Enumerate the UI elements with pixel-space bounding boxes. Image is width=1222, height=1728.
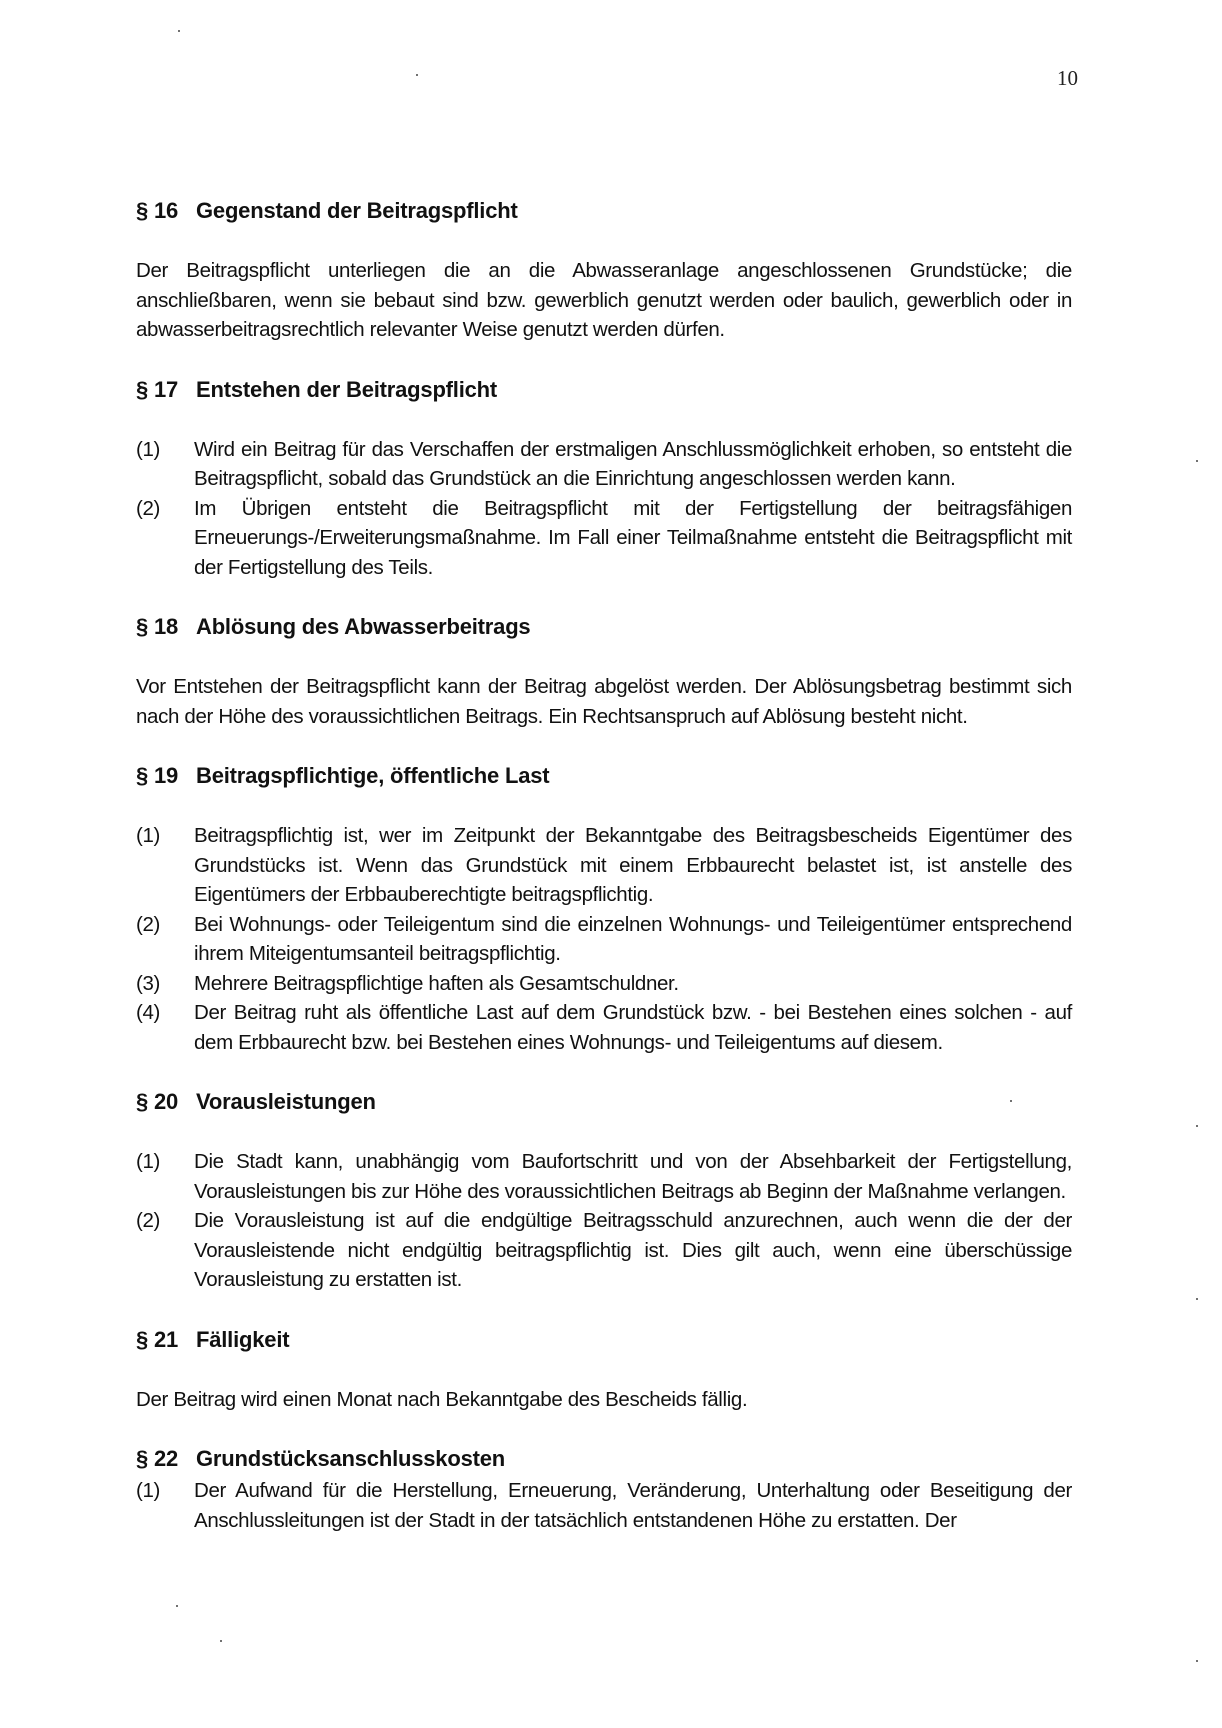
section-paragraph: Vor Entstehen der Beitragspflicht kann der Beitrag abgelöst werden. Der Ablösungsbetrag bestimmt sich nach der Höhe des voraussichtlichen Beitrags. Ein Rechtsanspruch auf Ablösung besteht nicht. — [136, 675, 1072, 728]
list-item — [136, 1476, 1072, 1535]
section-paragraph: Der Beitragspflicht unterliegen die an die Abwasseranlage angeschlossenen Grundstücke; die anschließbaren, wenn sie bebaut sind bzw. gewerblich genutzt werden oder baulich, gewerblich oder in abwasserbeitragsrechtlich relevanter Weise genutzt werden dürfen. — [136, 259, 1072, 341]
section-18 — [136, 612, 1072, 731]
section-heading — [136, 1325, 1072, 1355]
scan-speck — [176, 1605, 178, 1607]
item-number: (1) — [136, 1479, 161, 1502]
section-number: § 19 — [136, 763, 179, 788]
section-number: § 16 — [136, 198, 179, 223]
item-number: (2) — [136, 1209, 161, 1232]
item-text: Der Beitrag ruht als öffentliche Last auf dem Grundstück bzw. - bei Bestehen eines solchen - auf dem Erbbaurecht bzw. bei Bestehen eines Wohnungs- und Teileigentums auf diesem. — [194, 1001, 1072, 1054]
section-22 — [136, 1444, 1072, 1535]
list-item — [136, 1147, 1072, 1206]
item-number: (1) — [136, 824, 161, 847]
scan-speck — [1196, 1125, 1198, 1127]
section-heading — [136, 196, 1072, 226]
list-item — [136, 494, 1072, 583]
page-number: 10 — [1057, 66, 1078, 90]
item-number: (3) — [136, 971, 161, 995]
section-title: Fälligkeit — [196, 1326, 290, 1352]
section-number: § 17 — [136, 376, 179, 402]
item-number: (2) — [136, 912, 161, 936]
item-text: Beitragspflichtig ist, wer im Zeitpunkt der Bekanntgabe des Beitragsbescheids Eigentümer des Grundstücks ist. Wenn das Grundstück mit einem Erbbaurecht belastet ist, ist anstelle des Eigentümers der Erbbauberechtigte beitragspflichtig. — [194, 824, 1072, 906]
item-text: Die Vorausleistung ist auf die endgültige Beitragsschuld anzurechnen, auch wenn die der der Vorausleistende nicht endgültig beitragspflichtig ist. Dies gilt auch, wenn eine überschüssige Vorausleistung zu erstatten ist. — [194, 1209, 1072, 1291]
section-number: § 20 — [136, 1089, 179, 1114]
scan-speck — [178, 30, 180, 32]
scan-speck — [1196, 1298, 1198, 1300]
list-item — [136, 821, 1072, 910]
section-title: Ablösung des Abwasserbeitrags — [196, 614, 531, 639]
section-title: Gegenstand der Beitragspflicht — [196, 198, 518, 223]
scan-speck — [1196, 1660, 1198, 1662]
section-17 — [136, 375, 1072, 583]
item-number: (1) — [136, 437, 161, 461]
item-text: Der Aufwand für die Herstellung, Erneuerung, Veränderung, Unterhaltung oder Beseitigung der Anschlussleitungen ist der Stadt in der tatsächlich entstandenen Höhe zu erstatten. Der — [194, 1479, 1072, 1532]
item-text: Wird ein Beitrag für das Verschaffen der erstmaligen Anschlussmöglichkeit erhoben, so entsteht die Beitragspflicht, sobald das Grundstück an die Einrichtung angeschlossen werden kann. — [194, 437, 1072, 490]
item-text: Mehrere Beitragspflichtige haften als Gesamtschuldner. — [194, 971, 679, 995]
scan-speck — [1010, 1100, 1012, 1102]
item-number: (1) — [136, 1150, 161, 1173]
section-number: § 22 — [136, 1446, 179, 1471]
item-number: (2) — [136, 496, 161, 520]
scan-speck — [416, 74, 418, 76]
section-number: § 21 — [136, 1326, 179, 1352]
section-16 — [136, 196, 1072, 345]
section-title: Grundstücksanschlusskosten — [196, 1446, 506, 1471]
item-text: Die Stadt kann, unabhängig vom Baufortschritt und von der Absehbarkeit der Fertigstellung, Vorausleistungen bis zur Höhe des voraussichtlichen Beitrags ab Beginn der Maßnahme verlangen. — [194, 1150, 1072, 1203]
section-20 — [136, 1087, 1072, 1295]
list-item — [136, 910, 1072, 969]
scan-speck — [1196, 460, 1198, 462]
section-title: Entstehen der Beitragspflicht — [196, 376, 498, 402]
section-paragraph: Der Beitrag wird einen Monat nach Bekanntgabe des Bescheids fällig. — [136, 1387, 748, 1411]
list-item — [136, 998, 1072, 1057]
section-heading — [136, 761, 1072, 791]
section-heading — [136, 375, 1072, 405]
section-title: Beitragspflichtige, öffentliche Last — [196, 763, 550, 788]
section-21 — [136, 1325, 1072, 1415]
list-item — [136, 969, 1072, 999]
section-heading — [136, 1087, 1072, 1117]
item-number: (4) — [136, 1001, 161, 1024]
document-body — [136, 196, 1072, 1565]
scan-speck — [220, 1640, 222, 1642]
section-heading — [136, 612, 1072, 642]
list-item — [136, 1206, 1072, 1295]
section-19 — [136, 761, 1072, 1057]
item-text: Bei Wohnungs- oder Teileigentum sind die einzelnen Wohnungs- und Teileigentümer entsprechend ihrem Miteigentumsanteil beitragspflichtig. — [194, 912, 1072, 965]
section-number: § 18 — [136, 614, 179, 639]
section-heading — [136, 1444, 1072, 1474]
item-text: Im Übrigen entsteht die Beitragspflicht mit der Fertigstellung der beitragsfähigen Erneuerungs-/Erweiterungsmaßnahme. Im Fall einer Teilmaßnahme entsteht die Beitragspflicht mit der Fertigstellung des Teils. — [194, 496, 1072, 579]
list-item — [136, 435, 1072, 494]
section-title: Vorausleistungen — [196, 1089, 376, 1114]
